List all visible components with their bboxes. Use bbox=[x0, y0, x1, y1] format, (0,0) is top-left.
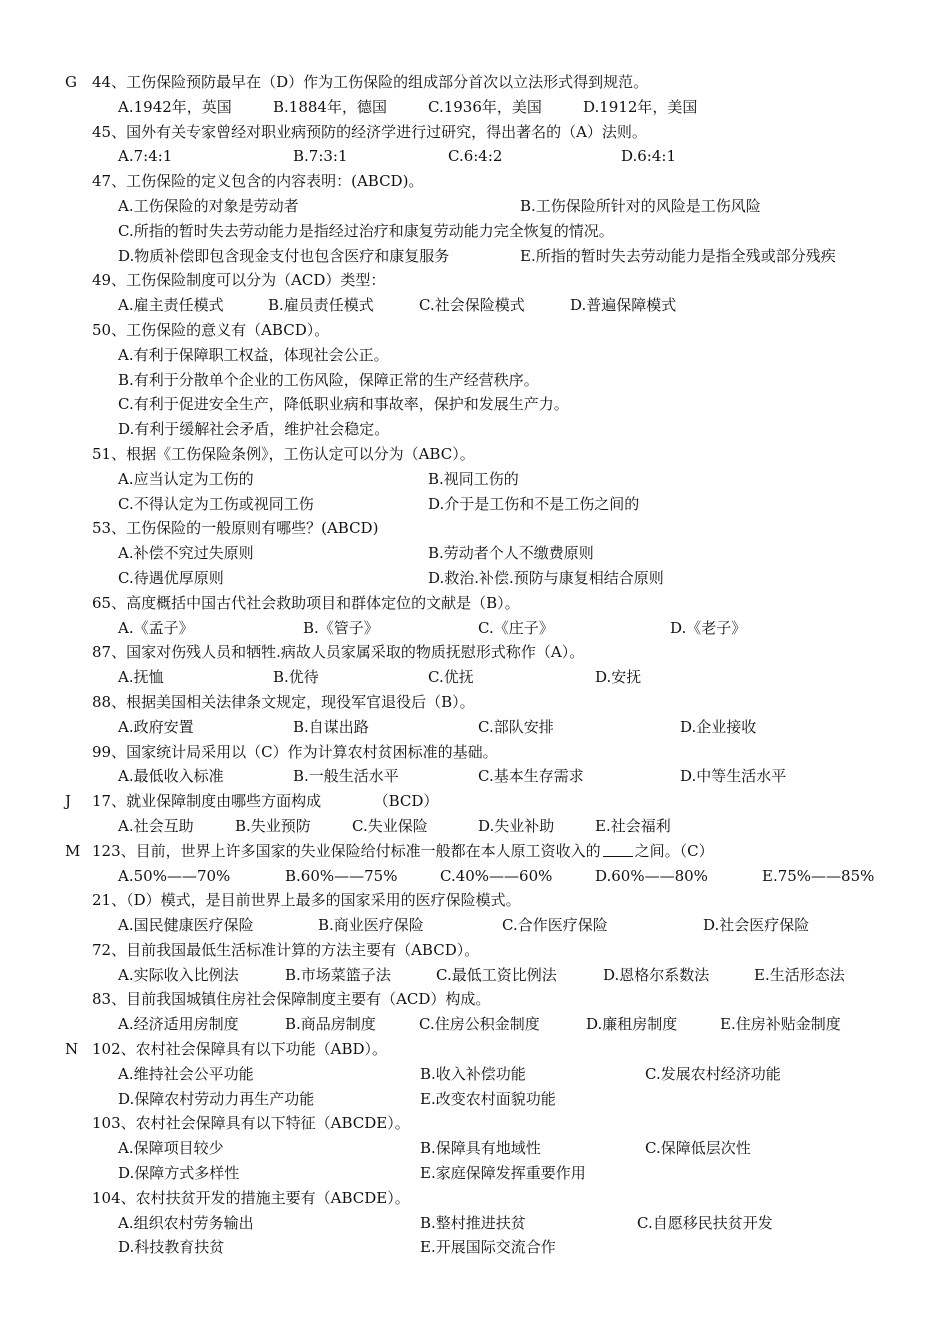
question-text: 47、工伤保险的定义包含的内容表明：(ABCD)。 bbox=[92, 172, 424, 191]
option-text: C.所指的暂时失去劳动能力是指经过治疗和康复劳动能力完全恢复的情况。 bbox=[118, 221, 614, 240]
option-text: A.雇主责任模式 bbox=[118, 296, 224, 315]
question-text: 65、高度概括中国古代社会救助项目和群体定位的文献是（B）。 bbox=[92, 593, 520, 612]
option-text: B.1884年，德国 bbox=[273, 97, 387, 116]
question-text: 99、国家统计局采用以（C）作为计算农村贫困标准的基础。 bbox=[92, 742, 498, 761]
option-text: D.物质补偿即包含现金支付也包含医疗和康复服务 bbox=[118, 246, 450, 265]
option-text: B.整村推进扶贫 bbox=[420, 1213, 526, 1232]
option-text: B.雇员责任模式 bbox=[268, 296, 374, 315]
option-text: A.50%——70% bbox=[118, 866, 231, 885]
option-text: C.最低工资比例法 bbox=[436, 965, 557, 984]
option-text: E.所指的暂时失去劳动能力是指全残或部分残疾 bbox=[520, 246, 836, 265]
option-text: D.普遍保障模式 bbox=[570, 296, 677, 315]
option-text: A.1942年，英国 bbox=[118, 97, 232, 116]
option-text: A.实际收入比例法 bbox=[118, 965, 239, 984]
question-text: 50、工伤保险的意义有（ABCD）。 bbox=[92, 320, 330, 339]
question-text: 17、就业保障制度由哪些方面构成 （BCD） bbox=[92, 792, 439, 811]
question-row bbox=[0, 70, 950, 95]
option-text: D.6:4:1 bbox=[621, 147, 676, 166]
question-text: 83、目前我国城镇住房社会保障制度主要有（ACD）构成。 bbox=[92, 990, 491, 1009]
options-row bbox=[0, 1235, 950, 1260]
question-text: 104、农村扶贫开发的措施主要有（ABCDE）。 bbox=[92, 1188, 410, 1207]
option-text: D.社会医疗保险 bbox=[703, 916, 810, 935]
option-text: E.开展国际交流合作 bbox=[420, 1238, 556, 1257]
option-text: C.1936年，美国 bbox=[428, 97, 542, 116]
question-row bbox=[0, 120, 950, 145]
option-text: E.家庭保障发挥重要作用 bbox=[420, 1164, 586, 1183]
option-text: A.有利于保障职工权益，体现社会公正。 bbox=[118, 345, 389, 364]
option-text: B.优待 bbox=[273, 668, 319, 687]
options-row bbox=[0, 492, 950, 517]
options-row bbox=[0, 244, 950, 269]
question-text: 103、农村社会保障具有以下特征（ABCDE）。 bbox=[92, 1114, 410, 1133]
option-text: D.保障方式多样性 bbox=[118, 1164, 240, 1183]
section-letter: M bbox=[65, 841, 81, 860]
section-letter: J bbox=[65, 792, 72, 811]
question-row bbox=[0, 268, 950, 293]
question-text: 44、工伤保险预防最早在（D）作为工伤保险的组成部分首次以立法形式得到规范。 bbox=[92, 73, 649, 91]
option-text: B.60%——75% bbox=[285, 866, 398, 885]
question-row bbox=[0, 740, 950, 765]
question-row bbox=[0, 591, 950, 616]
question-row bbox=[0, 318, 950, 343]
question-row bbox=[0, 839, 950, 864]
option-text: B.视同工伤的 bbox=[428, 469, 519, 488]
options-row bbox=[0, 665, 950, 690]
option-text: D.介于是工伤和不是工伤之间的 bbox=[428, 494, 640, 513]
options-row bbox=[0, 715, 950, 740]
options-row bbox=[0, 1136, 950, 1161]
option-text: C.优抚 bbox=[428, 668, 474, 687]
options-row bbox=[0, 864, 950, 889]
option-text: A.最低收入标准 bbox=[118, 767, 224, 786]
question-row bbox=[0, 1111, 950, 1136]
option-text: D.《老子》 bbox=[670, 618, 747, 637]
option-text: C.部队安排 bbox=[478, 717, 554, 736]
options-row bbox=[0, 541, 950, 566]
question-row bbox=[0, 516, 950, 541]
question-row bbox=[0, 938, 950, 963]
options-row bbox=[0, 392, 950, 417]
question-row bbox=[0, 169, 950, 194]
option-text: B.工伤保险所针对的风险是工伤风险 bbox=[520, 196, 761, 215]
option-text: B.《管子》 bbox=[303, 618, 379, 637]
option-text: D.廉租房制度 bbox=[586, 1015, 678, 1034]
option-text: A.保障项目较少 bbox=[118, 1139, 224, 1158]
option-text: E.住房补贴金制度 bbox=[720, 1015, 841, 1034]
option-text: C.不得认定为工伤或视同工伤 bbox=[118, 494, 314, 513]
question-text: 102、农村社会保障具有以下功能（ABD）。 bbox=[92, 1040, 388, 1059]
option-text: A.工伤保险的对象是劳动者 bbox=[118, 196, 299, 215]
option-text: A.抚恤 bbox=[118, 668, 164, 687]
question-text: 21、（D）模式，是目前世界上最多的国家采用的医疗保险模式。 bbox=[92, 891, 521, 910]
option-text: B.市场菜篮子法 bbox=[285, 965, 391, 984]
options-row bbox=[0, 616, 950, 641]
option-text: C.住房公积金制度 bbox=[419, 1015, 540, 1034]
option-text: C.待遇优厚原则 bbox=[118, 568, 224, 587]
question-text: 87、国家对伤残人员和牺牲.病故人员家属采取的物质抚慰形式称作（A）。 bbox=[92, 643, 585, 662]
option-text: A.国民健康医疗保险 bbox=[118, 916, 254, 935]
option-text: A.应当认定为工伤的 bbox=[118, 469, 254, 488]
option-text: C.发展农村经济功能 bbox=[645, 1064, 781, 1083]
option-text: C.6:4:2 bbox=[448, 147, 503, 166]
question-row bbox=[0, 640, 950, 665]
option-text: A.社会互助 bbox=[118, 816, 194, 835]
question-text: 49、工伤保险制度可以分为（ACD）类型： bbox=[92, 271, 386, 290]
option-text: E.75%——85% bbox=[762, 866, 875, 885]
option-text: C.自愿移民扶贫开发 bbox=[637, 1213, 773, 1232]
option-text: B.劳动者个人不缴费原则 bbox=[428, 544, 594, 563]
option-text: C.失业保险 bbox=[352, 816, 428, 835]
options-row bbox=[0, 293, 950, 318]
section-letter: N bbox=[65, 1040, 79, 1059]
options-row bbox=[0, 1012, 950, 1037]
option-text: C.保障低层次性 bbox=[645, 1139, 751, 1158]
question-row bbox=[0, 987, 950, 1012]
option-text: D.救治.补偿.预防与康复相结合原则 bbox=[428, 568, 664, 587]
option-text: A.政府安置 bbox=[118, 717, 194, 736]
document-page bbox=[0, 70, 950, 1260]
question-row bbox=[0, 888, 950, 913]
question-text: 53、工伤保险的一般原则有哪些？(ABCD) bbox=[92, 519, 379, 538]
options-row bbox=[0, 1087, 950, 1112]
option-text: E.社会福利 bbox=[595, 816, 671, 835]
options-row bbox=[0, 144, 950, 169]
option-text: B.商业医疗保险 bbox=[318, 916, 424, 935]
options-row bbox=[0, 219, 950, 244]
question-row bbox=[0, 442, 950, 467]
option-text: C.40%——60% bbox=[440, 866, 553, 885]
option-text: A.《孟子》 bbox=[118, 618, 194, 637]
option-text: B.保障具有地域性 bbox=[420, 1139, 541, 1158]
options-row bbox=[0, 764, 950, 789]
option-text: B.商品房制度 bbox=[285, 1015, 376, 1034]
option-text: A.7:4:1 bbox=[118, 147, 173, 166]
option-text: D.1912年，美国 bbox=[583, 97, 698, 116]
option-text: D.保障农村劳动力再生产功能 bbox=[118, 1089, 315, 1108]
options-row bbox=[0, 417, 950, 442]
option-text: B.有利于分散单个企业的工伤风险，保障正常的生产经营秩序。 bbox=[118, 370, 539, 389]
question-row bbox=[0, 1037, 950, 1062]
question-row bbox=[0, 789, 950, 814]
option-text: E.生活形态法 bbox=[754, 965, 845, 984]
option-text: D.安抚 bbox=[595, 668, 642, 687]
option-text: B.一般生活水平 bbox=[293, 767, 399, 786]
option-text: C.《庄子》 bbox=[478, 618, 554, 637]
options-row bbox=[0, 1062, 950, 1087]
option-text: C.合作医疗保险 bbox=[502, 916, 608, 935]
options-row bbox=[0, 467, 950, 492]
question-text: 88、根据美国相关法律条文规定，现役军官退役后（B）。 bbox=[92, 692, 475, 711]
option-text: C.社会保险模式 bbox=[419, 296, 525, 315]
option-text: D.中等生活水平 bbox=[680, 767, 787, 786]
options-row bbox=[0, 1211, 950, 1236]
question-row bbox=[0, 1186, 950, 1211]
question-text: 72、目前我国最低生活标准计算的方法主要有（ABCD）。 bbox=[92, 940, 480, 959]
question-text: 51、根据《工伤保险条例》，工伤认定可以分为（ABC）。 bbox=[92, 444, 475, 463]
option-text: A.补偿不究过失原则 bbox=[118, 544, 254, 563]
option-text: B.收入补偿功能 bbox=[420, 1064, 526, 1083]
option-text: E.改变农村面貌功能 bbox=[420, 1089, 556, 1108]
options-row bbox=[0, 566, 950, 591]
options-row bbox=[0, 343, 950, 368]
option-text: A.维持社会公平功能 bbox=[118, 1064, 254, 1083]
option-text: D.恩格尔系数法 bbox=[603, 965, 710, 984]
option-text: D.失业补助 bbox=[478, 816, 555, 835]
options-row bbox=[0, 963, 950, 988]
options-row bbox=[0, 368, 950, 393]
option-text: B.7:3:1 bbox=[293, 147, 348, 166]
fill-blank bbox=[603, 842, 633, 857]
options-row bbox=[0, 814, 950, 839]
question-text: 45、国外有关专家曾经对职业病预防的经济学进行过研究，得出著名的（A）法则。 bbox=[92, 122, 647, 141]
option-text: B.自谋出路 bbox=[293, 717, 369, 736]
question-text: 123、目前，世界上许多国家的失业保险给付标准一般都在本人原工资收入的 之间。（C） bbox=[92, 841, 714, 860]
option-text: B.失业预防 bbox=[235, 816, 311, 835]
option-text: D.60%——80% bbox=[595, 866, 708, 885]
section-letter: G bbox=[65, 73, 77, 91]
options-row bbox=[0, 913, 950, 938]
question-row bbox=[0, 690, 950, 715]
options-row bbox=[0, 194, 950, 219]
options-row bbox=[0, 95, 950, 120]
option-text: D.科技教育扶贫 bbox=[118, 1238, 225, 1257]
option-text: D.有利于缓解社会矛盾，维护社会稳定。 bbox=[118, 420, 390, 439]
option-text: A.组织农村劳务输出 bbox=[118, 1213, 254, 1232]
option-text: C.基本生存需求 bbox=[478, 767, 584, 786]
option-text: C.有利于促进安全生产，降低职业病和事故率，保护和发展生产力。 bbox=[118, 395, 569, 414]
options-row bbox=[0, 1161, 950, 1186]
option-text: A.经济适用房制度 bbox=[118, 1015, 239, 1034]
option-text: D.企业接收 bbox=[680, 717, 757, 736]
